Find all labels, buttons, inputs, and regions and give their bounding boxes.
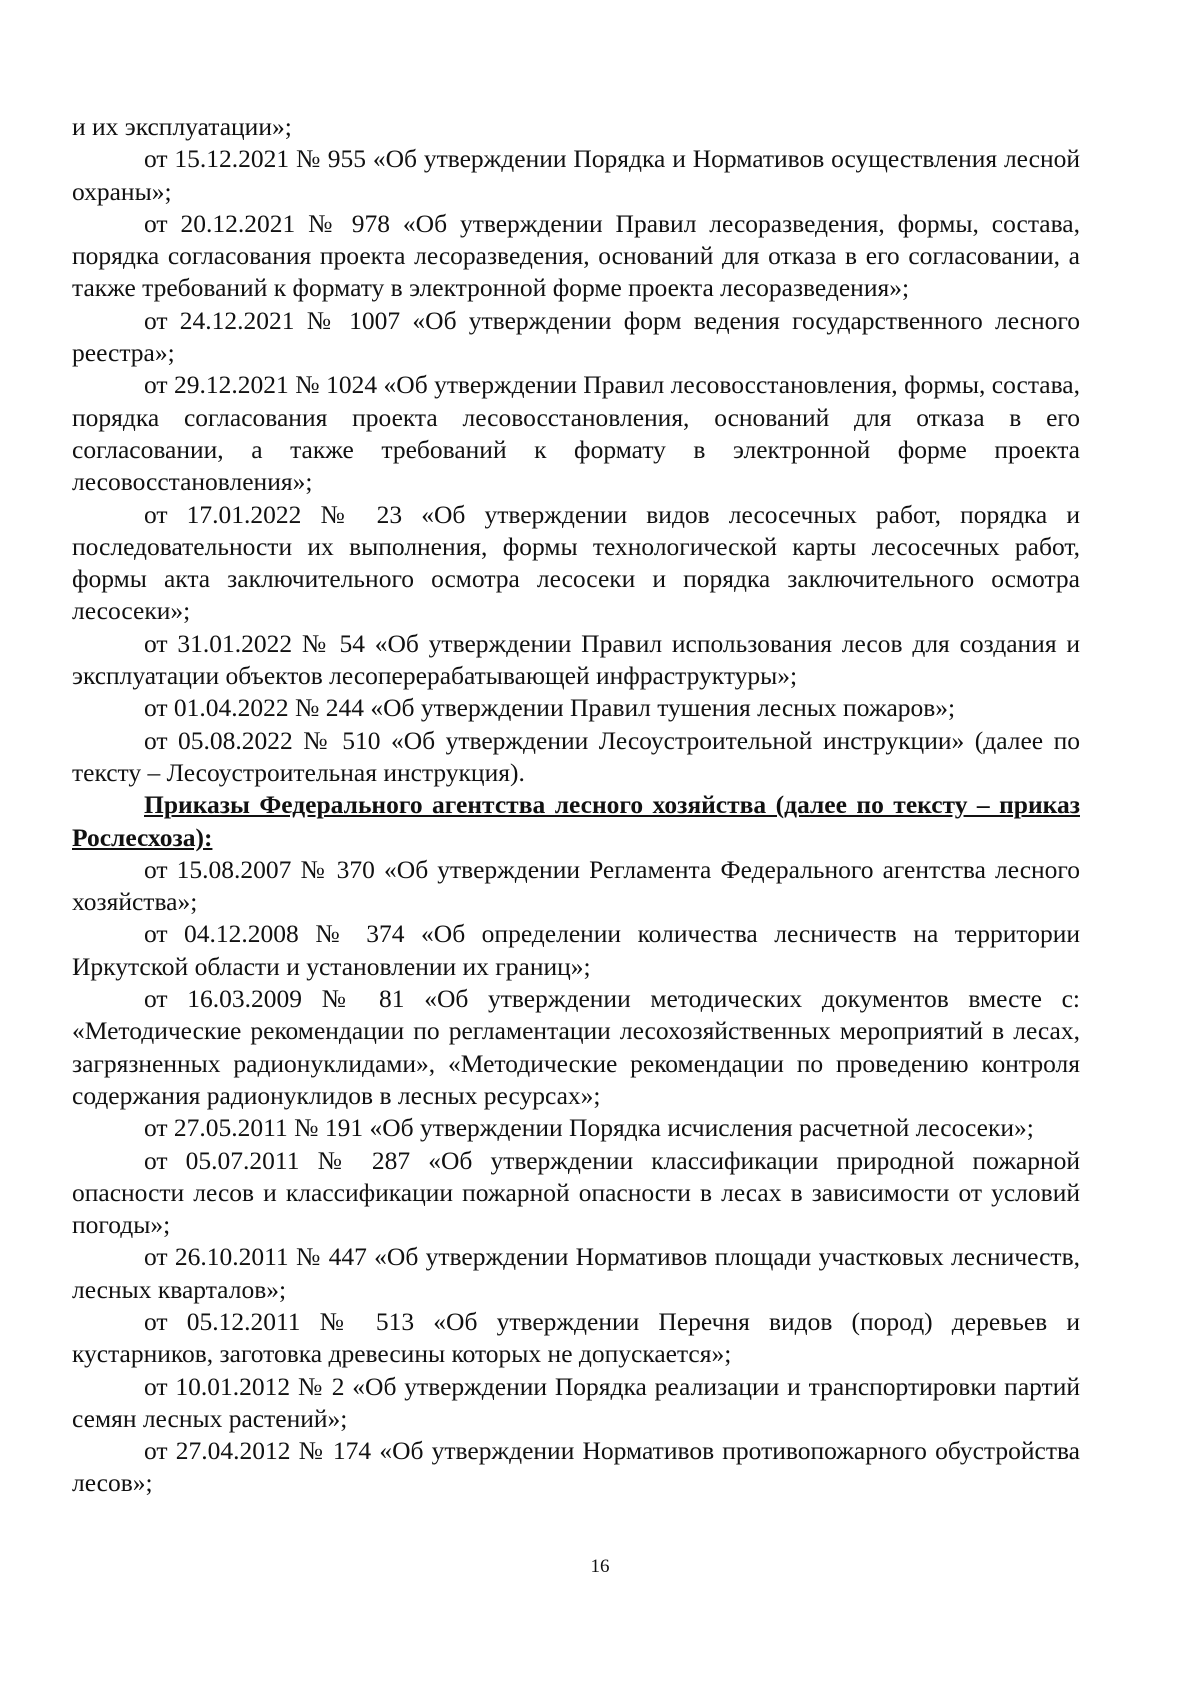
paragraph: от 29.12.2021 № 1024 «Об утверждении Правил лесовосстановления, формы, состава, порядка согласования проекта лесовосстановления, оснований для отказа в его согласовании, а также требований к формату в электронной форме проекта лесовосстановления»; [72,370,1080,497]
paragraph: от 05.08.2022 № 510 «Об утверждении Лесоустроительной инструкции» (далее по тексту – Лесоустроительная инструкция). [72,725,1080,787]
paragraph: от 26.10.2011 № 447 «Об утверждении Нормативов площади участковых лесничеств, лесных кварталов»; [72,1242,1080,1304]
paragraph: от 16.03.2009 № 81 «Об утверждении методических документов вместе с: «Методические рекомендации по регламентации лесохозяйственных мероприятий в лесах, загрязненных радионуклидами», «Методические рекомендации по проведению контроля содержания радионуклидов в лесных ресурсах»; [72,984,1080,1110]
paragraph: от 24.12.2021 № 1007 «Об утверждении форм ведения государственного лесного реестра»; [72,305,1080,368]
document-body [72,111,1080,1500]
paragraph: от 20.12.2021 № 978 «Об утверждении Правил лесоразведения, формы, состава, порядка согласования проекта лесоразведения, оснований для отказа в его согласовании, а также требований к формату в электронной форме проекта лесоразведения»; [72,208,1080,303]
paragraph: от 10.01.2012 № 2 «Об утверждении Порядка реализации и транспортировки партий семян лесных растений»; [72,1371,1080,1433]
paragraph: от 27.04.2012 № 174 «Об утверждении Нормативов противопожарного обустройства лесов»; [72,1436,1080,1498]
section-heading: Приказы Федерального агентства лесного хозяйства (далее по тексту – приказ Рослесхоза): [72,790,1080,852]
paragraph: от 01.04.2022 № 244 «Об утверждении Правил тушения лесных пожаров»; [144,693,956,723]
paragraph: от 05.07.2011 № 287 «Об утверждении классификации природной пожарной опасности лесов и классификации пожарной опасности в лесах в зависимости от условий погоды»; [72,1145,1080,1240]
paragraph: от 17.01.2022 № 23 «Об утверждении видов лесосечных работ, порядка и последовательности их выполнения, формы технологической карты лесосечных работ, формы акта заключительного осмотра лесосеки и порядка заключительного осмотра лесосеки»; [72,499,1080,626]
paragraph: от 15.12.2021 № 955 «Об утверждении Порядка и Нормативов осуществления лесной охраны»; [72,144,1080,206]
page-number: 16 [590,1556,610,1577]
paragraph: от 31.01.2022 № 54 «Об утверждении Правил использования лесов для создания и эксплуатации объектов лесоперерабатывающей инфраструктуры»; [72,628,1080,691]
paragraph: от 27.05.2011 № 191 «Об утверждении Порядка исчисления расчетной лесосеки»; [144,1113,1034,1143]
paragraph: от 04.12.2008 № 374 «Об определении количества лесничеств на территории Иркутской области и установлении их границ»; [72,919,1080,981]
paragraph: от 05.12.2011 № 513 «Об утверждении Перечня видов (пород) деревьев и кустарников, заготовка древесины которых не допускается»; [72,1306,1080,1369]
paragraph: и их эксплуатации»; [72,112,292,141]
paragraph: от 15.08.2007 № 370 «Об утверждении Регламента Федерального агентства лесного хозяйства»; [72,854,1080,917]
